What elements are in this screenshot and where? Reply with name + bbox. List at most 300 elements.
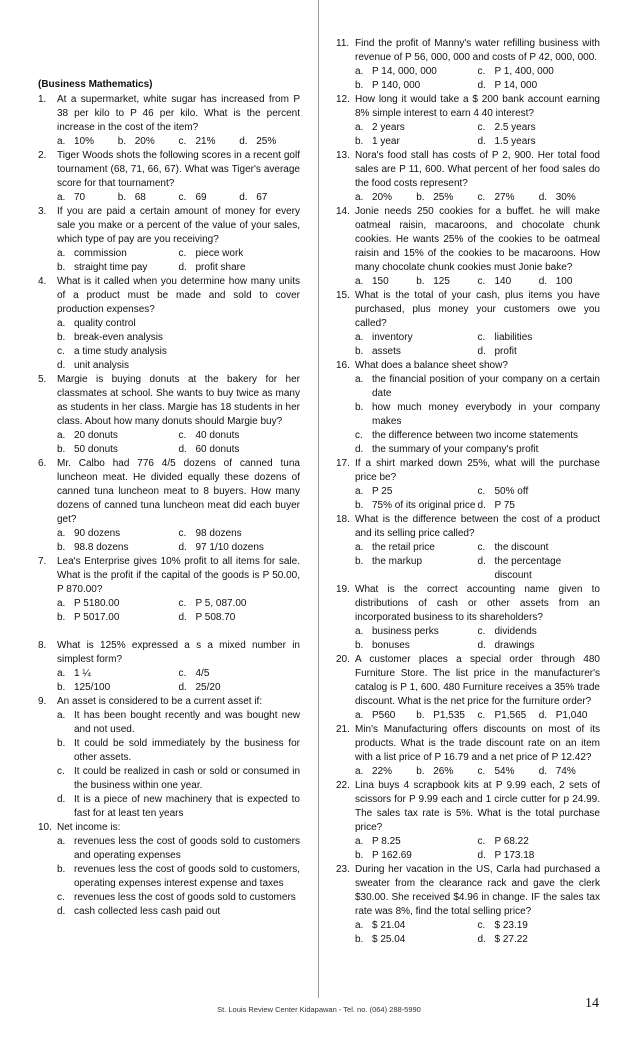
answer-option	[179, 443, 301, 457]
option-row	[355, 485, 600, 499]
answer-option	[355, 345, 478, 359]
option-letter: c.	[477, 766, 486, 777]
question-text: What is the difference between the cost of a product and its selling price called?	[355, 514, 600, 539]
option-row	[57, 443, 300, 457]
option-letter: a.	[355, 486, 364, 497]
question-stem	[38, 373, 300, 429]
question-stem	[336, 205, 600, 275]
question-stem	[38, 149, 300, 191]
answer-option	[416, 709, 477, 723]
question-stem	[336, 359, 600, 373]
option-row	[355, 331, 600, 345]
answer-option	[478, 919, 601, 933]
option-text: a time study analysis	[74, 346, 167, 357]
answer-options	[336, 121, 600, 149]
option-letter: d.	[477, 80, 486, 91]
question-stem	[38, 93, 300, 135]
option-text: 20 donuts	[74, 430, 118, 441]
option-text: straight time pay	[74, 262, 148, 273]
answer-options	[38, 667, 300, 695]
answer-option	[57, 261, 179, 275]
option-letter: a.	[57, 668, 66, 679]
option-letter: c.	[178, 136, 187, 147]
option-letter: b.	[57, 332, 66, 343]
question-number: 5.	[38, 374, 47, 385]
option-text: P 14, 000, 000	[372, 66, 437, 77]
answer-option	[57, 835, 300, 863]
answer-options	[38, 317, 300, 373]
option-row	[355, 555, 600, 583]
option-text: 26%	[433, 766, 454, 777]
option-text: P560	[372, 710, 396, 721]
option-text: 150	[372, 276, 389, 287]
answer-option	[355, 765, 416, 779]
left-question-list	[38, 93, 300, 919]
option-row	[57, 737, 300, 765]
question-stem	[336, 779, 600, 835]
answer-option	[179, 681, 301, 695]
answer-option	[478, 835, 601, 849]
option-row	[355, 65, 600, 79]
option-text: quality control	[74, 318, 136, 329]
option-letter: b.	[57, 262, 66, 273]
option-text: 60 donuts	[195, 444, 240, 455]
answer-option	[57, 891, 300, 905]
option-letter: a.	[355, 66, 364, 77]
answer-option	[416, 191, 477, 205]
option-row	[355, 401, 600, 429]
question-text: Lea's Enterprise gives 10% profit to all items for sale. What is the profit if the capital of the goods is P 50.00, P 870.00?	[57, 556, 300, 595]
answer-option	[478, 135, 601, 149]
question-stem	[336, 723, 600, 765]
question-text: If you are paid a certain amount of money for every sale you make or a percent of the value of your sales, which type of pay are you receiving?	[57, 206, 300, 245]
option-letter: a.	[355, 710, 364, 721]
question-text: A customer places a special order through 480 Furniture Store. The list price in the manufacturer's catalog is P 1, 600. 480 Furniture receives a 35% trade discount. What is the net price for the furniture order?	[355, 654, 600, 707]
question-number: 16.	[336, 360, 350, 371]
option-row	[57, 527, 300, 541]
option-letter: a.	[57, 248, 66, 259]
answer-options	[336, 765, 600, 779]
question-number: 21.	[336, 724, 350, 735]
answer-options	[336, 625, 600, 653]
option-text: commission	[74, 248, 127, 259]
option-row	[57, 359, 300, 373]
answer-option	[355, 849, 478, 863]
option-text: 125/100	[74, 682, 111, 693]
answer-option	[478, 709, 539, 723]
question-number: 11.	[336, 38, 350, 49]
option-letter: a.	[57, 528, 66, 539]
question-item	[38, 639, 300, 695]
option-text: assets	[372, 346, 401, 357]
answer-option	[478, 79, 601, 93]
question-number: 17.	[336, 458, 350, 469]
option-text: $ 25.04	[372, 934, 406, 945]
option-row	[57, 597, 300, 611]
option-text: 20%	[134, 136, 155, 147]
option-row	[57, 835, 300, 863]
answer-options	[38, 135, 300, 149]
question-stem	[336, 513, 600, 541]
answer-option	[478, 121, 601, 135]
answer-option	[57, 597, 179, 611]
option-text: 68	[134, 192, 146, 203]
option-text: 98.8 dozens	[74, 542, 129, 553]
answer-option	[57, 765, 300, 793]
answer-option	[57, 191, 118, 205]
option-row	[57, 345, 300, 359]
option-row	[355, 541, 600, 555]
answer-option	[355, 709, 416, 723]
answer-option	[355, 555, 478, 583]
option-letter: b.	[355, 80, 364, 91]
option-row	[57, 247, 300, 261]
option-row	[57, 667, 300, 681]
answer-option	[355, 331, 478, 345]
answer-options	[38, 835, 300, 919]
option-text: the summary of your company's profit	[372, 444, 539, 455]
question-number: 20.	[336, 654, 350, 665]
option-letter: c.	[477, 920, 486, 931]
question-stem	[336, 149, 600, 191]
option-text: 30%	[555, 192, 576, 203]
question-text: Find the profit of Manny's water refilling business with revenue of P 56, 000, 000 and costs of P 42, 000, 000.	[355, 38, 600, 63]
option-text: P 14, 000	[494, 80, 538, 91]
answer-option	[57, 905, 300, 919]
option-letter: b.	[416, 276, 425, 287]
answer-option	[478, 191, 539, 205]
answer-options	[38, 709, 300, 821]
question-text: What is 125% expressed a s a mixed number in simplest form?	[57, 640, 300, 665]
option-letter: d.	[538, 276, 548, 287]
option-text: the markup	[372, 556, 423, 567]
option-letter: d.	[178, 542, 187, 553]
question-item	[336, 37, 600, 93]
answer-option	[179, 261, 301, 275]
option-text: P1,535	[433, 710, 465, 721]
option-letter: c.	[477, 836, 486, 847]
question-number: 15.	[336, 290, 350, 301]
question-stem	[38, 555, 300, 597]
option-letter: c.	[178, 430, 187, 441]
answer-option	[355, 639, 478, 653]
option-text: revenues less the cost of goods sold to customers and operating expenses	[74, 836, 300, 861]
answer-option	[57, 429, 179, 443]
question-item	[38, 275, 300, 373]
answer-option	[179, 611, 301, 625]
option-text: 50% off	[494, 486, 529, 497]
question-number: 10.	[38, 822, 52, 833]
column-divider	[318, 0, 319, 998]
option-letter: b.	[355, 402, 364, 413]
question-number: 19.	[336, 584, 350, 595]
answer-option	[355, 933, 478, 947]
option-letter: c.	[178, 598, 187, 609]
option-text: 75% of its original price	[372, 500, 476, 511]
question-stem	[336, 583, 600, 625]
option-text: P 5, 087.00	[195, 598, 247, 609]
answer-option	[57, 667, 179, 681]
answer-option	[478, 345, 601, 359]
option-letter: c.	[178, 248, 187, 259]
answer-option	[539, 709, 600, 723]
right-question-list	[336, 37, 600, 947]
option-row	[57, 765, 300, 793]
option-letter: d.	[178, 612, 187, 623]
option-text: 125	[433, 276, 450, 287]
option-text: P 75	[494, 500, 515, 511]
option-text: 90 dozens	[74, 528, 121, 539]
option-text: profit	[494, 346, 517, 357]
question-text: Mr. Calbo had 776 4/5 dozens of canned tuna luncheon meat. He divided equally these dozens of canned tuna luncheon meat to 8 buyers. How many dozens of canned tuna luncheon meat did each buyer get?	[57, 458, 300, 525]
answer-option	[355, 835, 478, 849]
question-number: 18.	[336, 514, 350, 525]
option-row	[57, 681, 300, 695]
question-item	[38, 149, 300, 205]
option-letter: d.	[178, 444, 187, 455]
question-number: 3.	[38, 206, 47, 217]
question-text: What does a balance sheet show?	[355, 360, 508, 371]
answer-options	[38, 597, 300, 625]
answer-option	[478, 933, 601, 947]
option-letter: a.	[355, 542, 364, 553]
option-letter: a.	[57, 836, 66, 847]
question-text: What is the total of your cash, plus items you have purchased, plus money your customers owe you called?	[355, 290, 600, 329]
answer-options	[336, 275, 600, 289]
answer-option	[179, 135, 240, 149]
answer-option	[355, 275, 416, 289]
question-text: Jonie needs 250 cookies for a buffet. he will make oatmeal raisin, macaroons, and chocolate chunk cookies. He wants 25% of the cookies to be oatmeal raisin and 15% of the cookies to be macaroons. How many chocolate chunk cookies must Jonie bake?	[355, 206, 600, 273]
answer-options	[336, 191, 600, 205]
option-row	[355, 933, 600, 947]
answer-option	[57, 443, 179, 457]
question-item	[336, 457, 600, 513]
option-letter: c.	[477, 66, 486, 77]
answer-option	[478, 849, 601, 863]
option-text: 22%	[372, 766, 393, 777]
option-text: revenues less the cost of goods sold to customers	[74, 892, 296, 903]
question-number: 1.	[38, 94, 47, 105]
option-text: It could be sold immediately by the business for other assets.	[74, 738, 300, 763]
question-text: Net income is:	[57, 822, 121, 833]
answer-option	[539, 191, 600, 205]
option-letter: d.	[239, 192, 248, 203]
option-text: the discount	[494, 542, 549, 553]
option-letter: c.	[57, 892, 65, 903]
answer-option	[179, 667, 301, 681]
option-row	[355, 373, 600, 401]
option-row	[355, 121, 600, 135]
option-text: 98 dozens	[195, 528, 242, 539]
option-row	[57, 709, 300, 737]
option-letter: a.	[57, 598, 66, 609]
option-text: P 25	[372, 486, 393, 497]
option-letter: c.	[178, 528, 187, 539]
question-stem	[336, 289, 600, 331]
question-number: 7.	[38, 556, 47, 567]
answer-option	[355, 485, 478, 499]
option-letter: d.	[477, 850, 486, 861]
option-letter: b.	[416, 766, 425, 777]
option-row	[355, 429, 600, 443]
option-row	[355, 849, 600, 863]
answer-options	[336, 373, 600, 457]
question-item	[336, 723, 600, 779]
option-text: P1,040	[555, 710, 588, 721]
question-item	[336, 289, 600, 359]
question-text: Lina buys 4 scrapbook kits at P 9.99 each, 2 sets of scissors for P 9.99 each and 1 circle cutter for p 24.99. The sales tax rate is 5%. What is the total purchase price?	[355, 780, 600, 833]
question-item	[38, 821, 300, 919]
option-letter: d.	[178, 682, 187, 693]
option-letter: b.	[355, 500, 364, 511]
option-text: 74%	[555, 766, 576, 777]
answer-option	[355, 919, 478, 933]
answer-option	[478, 639, 601, 653]
answer-option	[57, 793, 300, 821]
option-row	[355, 79, 600, 93]
option-text: 25/20	[195, 682, 221, 693]
answer-option	[355, 135, 478, 149]
question-text: What is the correct accounting name given to distributions of cash or other assets from an incorporated business to its shareholders?	[355, 584, 600, 623]
question-item	[336, 513, 600, 583]
answer-option	[539, 765, 600, 779]
option-row	[355, 135, 600, 149]
option-letter: b.	[355, 556, 364, 567]
option-row	[57, 135, 300, 149]
option-letter: d.	[477, 640, 486, 651]
question-stem	[336, 653, 600, 709]
option-letter: d.	[477, 136, 486, 147]
option-text: 70	[74, 192, 86, 203]
option-letter: a.	[355, 192, 364, 203]
answer-option	[179, 527, 301, 541]
option-letter: c.	[477, 710, 486, 721]
option-text: P1,565	[494, 710, 527, 721]
answer-option	[355, 443, 600, 457]
question-text: Tiger Woods shots the following scores in a recent golf tournament (68, 71, 66, 67). What was Tiger's average score for that tournament?	[57, 150, 300, 189]
answer-options	[336, 485, 600, 513]
option-row	[57, 191, 300, 205]
page-footer: St. Louis Review Center Kidapawan - Tel. no. (064) 288-5990	[217, 1005, 421, 1014]
option-row	[57, 891, 300, 905]
option-text: profit share	[195, 262, 246, 273]
question-stem	[38, 205, 300, 247]
answer-options	[38, 247, 300, 275]
option-letter: b.	[355, 346, 364, 357]
answer-option	[478, 541, 601, 555]
question-stem	[38, 639, 300, 667]
option-text: 2.5 years	[494, 122, 536, 133]
option-letter: c.	[477, 486, 486, 497]
option-letter: d.	[477, 556, 486, 567]
answer-option	[57, 541, 179, 555]
option-letter: c.	[355, 430, 363, 441]
option-text: P 162.69	[372, 850, 412, 861]
question-text: Nora's food stall has costs of P 2, 900. Her total food sales are P 11, 600. What percent of her food sales do the food costs represent?	[355, 150, 600, 189]
answer-option	[179, 247, 301, 261]
answer-option	[179, 597, 301, 611]
section-heading: (Business Mathematics)	[38, 79, 153, 90]
question-item	[336, 93, 600, 149]
option-letter: a.	[57, 318, 66, 329]
answer-option	[478, 625, 601, 639]
answer-option	[478, 499, 601, 513]
option-text: P 1, 400, 000	[494, 66, 554, 77]
option-letter: c.	[477, 626, 486, 637]
option-text: 1 year	[372, 136, 400, 147]
option-letter: d.	[355, 444, 364, 455]
option-letter: b.	[355, 934, 364, 945]
answer-option	[179, 429, 301, 443]
option-letter: c.	[477, 332, 486, 343]
question-text: How long it would take a $ 200 bank account earning 8% simple interest to earn 4 40 interest?	[355, 94, 600, 119]
option-text: $ 27.22	[494, 934, 528, 945]
answer-options	[336, 919, 600, 947]
option-letter: c.	[477, 122, 486, 133]
option-text: 20%	[372, 192, 393, 203]
question-item	[38, 457, 300, 555]
question-text: Min's Manufacturing offers discounts on most of its products. What is the trade discount rate on an item with a list price of P 16.79 and a net price of P 12.42?	[355, 724, 600, 763]
option-letter: b.	[355, 136, 364, 147]
option-text: cash collected less cash paid out	[74, 906, 221, 917]
option-letter: a.	[355, 122, 364, 133]
right-column	[336, 37, 600, 947]
answer-option	[478, 65, 601, 79]
question-text: During her vacation in the US, Carla had purchased a sweater from the clearance rack and gave the clerk $30.00. She received $4.96 in change. IF the sales tax rate was 8%, find the total selling price?	[355, 864, 600, 917]
option-row	[57, 863, 300, 891]
answer-option	[355, 65, 478, 79]
option-row	[355, 345, 600, 359]
option-letter: b.	[355, 850, 364, 861]
option-letter: a.	[355, 766, 364, 777]
answer-option	[57, 527, 179, 541]
answer-option	[355, 79, 478, 93]
option-text: the financial position of your company on a certain date	[372, 374, 600, 399]
question-item	[336, 149, 600, 205]
option-letter: c.	[178, 192, 187, 203]
option-letter: d.	[57, 794, 66, 805]
answer-options	[38, 191, 300, 205]
option-row	[355, 499, 600, 513]
option-letter: c.	[178, 668, 187, 679]
answer-options	[38, 429, 300, 457]
option-text: the retail price	[372, 542, 435, 553]
answer-option	[239, 135, 300, 149]
question-number: 23.	[336, 864, 350, 875]
option-letter: c.	[477, 192, 486, 203]
question-text: An asset is considered to be a current asset if:	[57, 696, 263, 707]
option-text: 25%	[256, 136, 277, 147]
option-letter: d.	[538, 710, 548, 721]
page-number: 14	[585, 996, 599, 1011]
question-number: 9.	[38, 696, 47, 707]
question-text: If a shirt marked down 25%, what will the purchase price be?	[355, 458, 600, 483]
answer-option	[478, 331, 601, 345]
option-row	[355, 709, 600, 723]
question-item	[38, 373, 300, 457]
option-letter: a.	[355, 836, 364, 847]
option-text: revenues less the cost of goods sold to customers, operating expenses interest expense and taxes	[74, 864, 300, 889]
answer-option	[239, 191, 300, 205]
answer-option	[57, 317, 300, 331]
answer-options	[336, 709, 600, 723]
option-text: 140	[494, 276, 512, 287]
spacer	[38, 625, 300, 639]
answer-options	[336, 331, 600, 359]
answer-option	[355, 191, 416, 205]
option-text: 1 ¼	[74, 668, 91, 679]
question-stem	[38, 457, 300, 527]
